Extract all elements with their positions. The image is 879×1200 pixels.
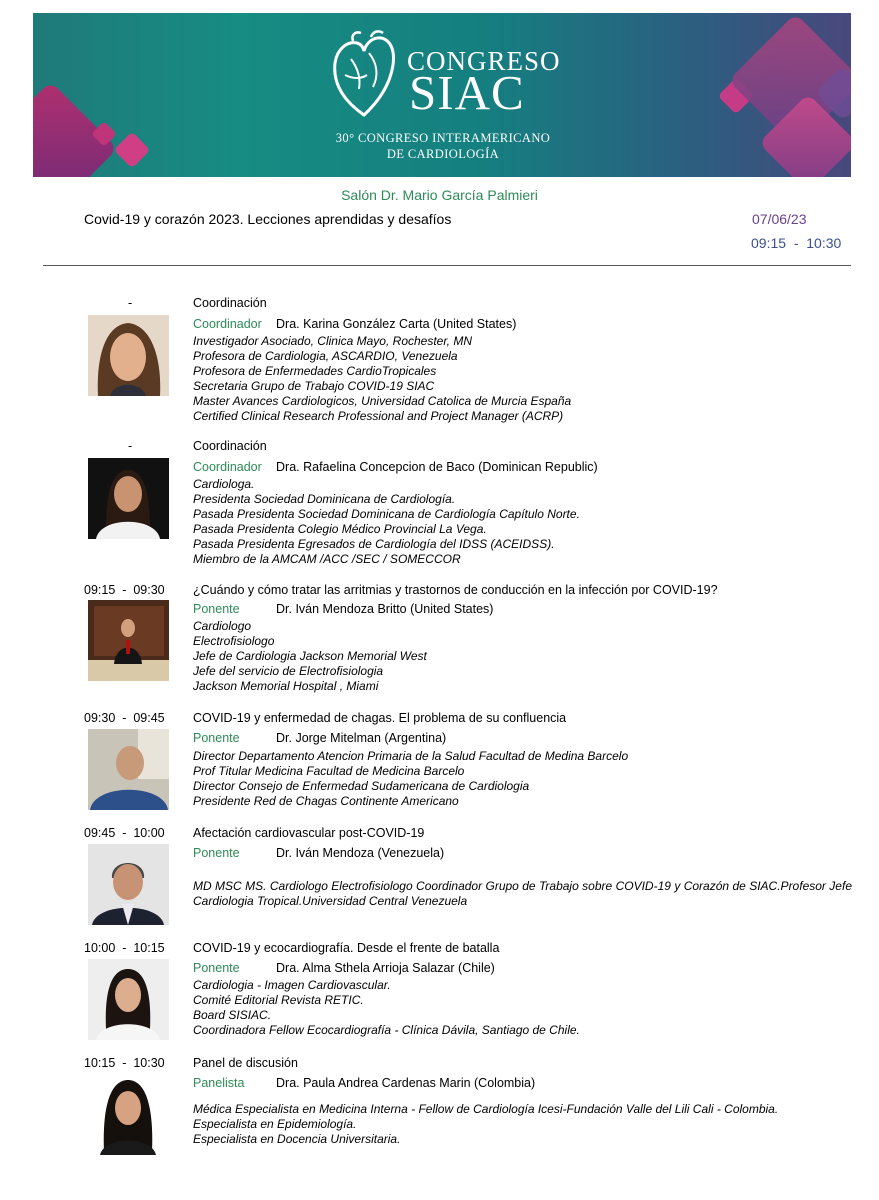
bio-line: Miembro de la AMCAM /ACC /SEC / SOMECCOR [193, 552, 461, 566]
bio-line: Pasada Presidenta Egresados de Cardiología del IDSS (ACEIDSS). [193, 537, 555, 551]
session-time: 09:15 - 10:30 [751, 235, 842, 251]
bio-line: Investigador Asociado, Clinica Mayo, Rochester, MN [193, 334, 473, 348]
entry-role: Ponente [193, 602, 240, 616]
entry-time: - [128, 296, 133, 310]
entry-role: Ponente [193, 731, 240, 745]
speaker-bio [193, 477, 580, 567]
entry-role: Coordinador [193, 317, 262, 331]
entry-time: 10:15 - 10:30 [84, 1056, 165, 1070]
bio-line: Prof Titular Medicina Facultad de Medicina Barcelo [193, 764, 465, 778]
bio-line: Pasada Presidenta Sociedad Dominicana de Cardiología Capítulo Norte. [193, 507, 580, 521]
logo-subtitle-line2: DE CARDIOLOGÍA [386, 147, 500, 161]
entry-role: Coordinador [193, 460, 262, 474]
speaker-bio [193, 619, 427, 694]
decor-shape [114, 132, 151, 169]
entry-role: Ponente [193, 961, 240, 975]
speaker-photo [88, 959, 169, 1040]
speaker-name: Dra. Karina González Carta (United States) [276, 317, 517, 331]
entry-time: 10:00 - 10:15 [84, 941, 165, 955]
speaker-name: Dra. Rafaelina Concepcion de Baco (Dominican Republic) [276, 460, 598, 474]
speaker-bio [193, 1102, 778, 1147]
bio-line: Comité Editorial Revista RETIC. [193, 993, 364, 1007]
bio-line: Electrofisiologo [193, 634, 275, 648]
bio-line: Secretaria Grupo de Trabajo COVID-19 SIAC [193, 379, 435, 393]
bio-line: Master Avances Cardiologicos, Universidad Catolica de Murcia España [193, 394, 572, 408]
bio-line: MD MSC MS. Cardiologo Electrofisiologo Coordinador Grupo de Trabajo sobre COVID-19 y Corazón de SIAC.Profesor Jefe Cardiologia Tropical.Universidad Central Venezuela [193, 879, 852, 908]
speaker-name: Dra. Paula Andrea Cardenas Marin (Colombia) [276, 1076, 536, 1090]
speaker-bio [193, 749, 628, 809]
speaker-name: Dra. Alma Sthela Arrioja Salazar (Chile) [276, 961, 495, 975]
speaker-photo [88, 600, 169, 681]
entry-role: Panelista [193, 1076, 245, 1090]
bio-line: Coordinadora Fellow Ecocardiografía - Clínica Dávila, Santiago de Chile. [193, 1023, 580, 1037]
bio-line: Jefe de Cardiologia Jackson Memorial West [193, 649, 427, 663]
speaker-photo [88, 458, 169, 539]
bio-line: Certified Clinical Research Professional and Project Manager (ACRP) [193, 409, 564, 423]
session-date: 07/06/23 [752, 211, 807, 227]
entry-topic: COVID-19 y enfermedad de chagas. El problema de su confluencia [193, 711, 567, 725]
entry-topic: ¿Cuándo y cómo tratar las arritmias y trastornos de conducción en la infección por COVID-19? [193, 583, 718, 597]
bio-line: Especialista en Docencia Universitaria. [193, 1132, 401, 1146]
entry-role: Ponente [193, 846, 240, 860]
congress-banner [33, 13, 851, 177]
session-title: Covid-19 y corazón 2023. Lecciones aprendidas y desafíos [84, 211, 452, 227]
speaker-name: Dr. Iván Mendoza Britto (United States) [276, 602, 494, 616]
bio-line: Médica Especialista en Medicina Interna - Fellow de Cardiología Icesi-Fundación Valle del Lili Cali - Colombia. [193, 1102, 779, 1116]
entry-topic: Panel de discusión [193, 1056, 298, 1070]
speaker-bio [193, 978, 580, 1038]
speaker-photo [88, 315, 169, 396]
speaker-photo [88, 1074, 169, 1155]
bio-line: Board SISIAC. [193, 1008, 272, 1022]
bio-line: Cardiologa. [193, 477, 255, 491]
entry-topic: Coordinación [193, 296, 267, 310]
bio-line: Presidenta Sociedad Dominicana de Cardiología. [193, 492, 456, 506]
speaker-bio [193, 879, 852, 909]
bio-line: Profesora de Enfermedades CardioTropicales [193, 364, 437, 378]
speaker-bio [193, 334, 571, 424]
divider [43, 265, 851, 266]
bio-line: Especialista en Epidemiología. [193, 1117, 357, 1131]
bio-line: Director Consejo de Enfermedad Sudamericana de Cardiologia [193, 779, 530, 793]
bio-line: Cardiologo [193, 619, 252, 633]
logo-subtitle-line1: 30° CONGRESO INTERAMERICANO [335, 131, 551, 145]
entry-time: - [128, 439, 133, 453]
bio-line: Profesora de Cardiologia, ASCARDIO, Venezuela [193, 349, 458, 363]
logo-text-congreso: CONGRESO [407, 46, 561, 76]
speaker-photo [88, 729, 169, 810]
bio-line: Director Departamento Atencion Primaria de la Salud Facultad de Medina Barcelo [193, 749, 629, 763]
bio-line: Jefe del servicio de Electrofisiologia [193, 664, 384, 678]
speaker-name: Dr. Jorge Mitelman (Argentina) [276, 731, 447, 745]
entry-topic: Afectación cardiovascular post-COVID-19 [193, 826, 425, 840]
bio-line: Cardiologia - Imagen Cardiovascular. [193, 978, 391, 992]
bio-line: Pasada Presidenta Colegio Médico Provincial La Vega. [193, 522, 487, 536]
room-name: Salón Dr. Mario García Palmieri [341, 187, 538, 203]
entry-time: 09:15 - 09:30 [84, 583, 165, 597]
speaker-name: Dr. Iván Mendoza (Venezuela) [276, 846, 445, 860]
entry-time: 09:45 - 10:00 [84, 826, 165, 840]
bio-line: Presidente Red de Chagas Continente Americano [193, 794, 459, 808]
entry-topic: Coordinación [193, 439, 267, 453]
bio-line: Jackson Memorial Hospital , Miami [193, 679, 379, 693]
entry-topic: COVID-19 y ecocardiografía. Desde el frente de batalla [193, 941, 500, 955]
speaker-photo [88, 844, 169, 925]
entry-time: 09:30 - 09:45 [84, 711, 165, 725]
heart-logo-icon [331, 29, 397, 121]
logo-text-siac: SIAC [409, 65, 525, 120]
